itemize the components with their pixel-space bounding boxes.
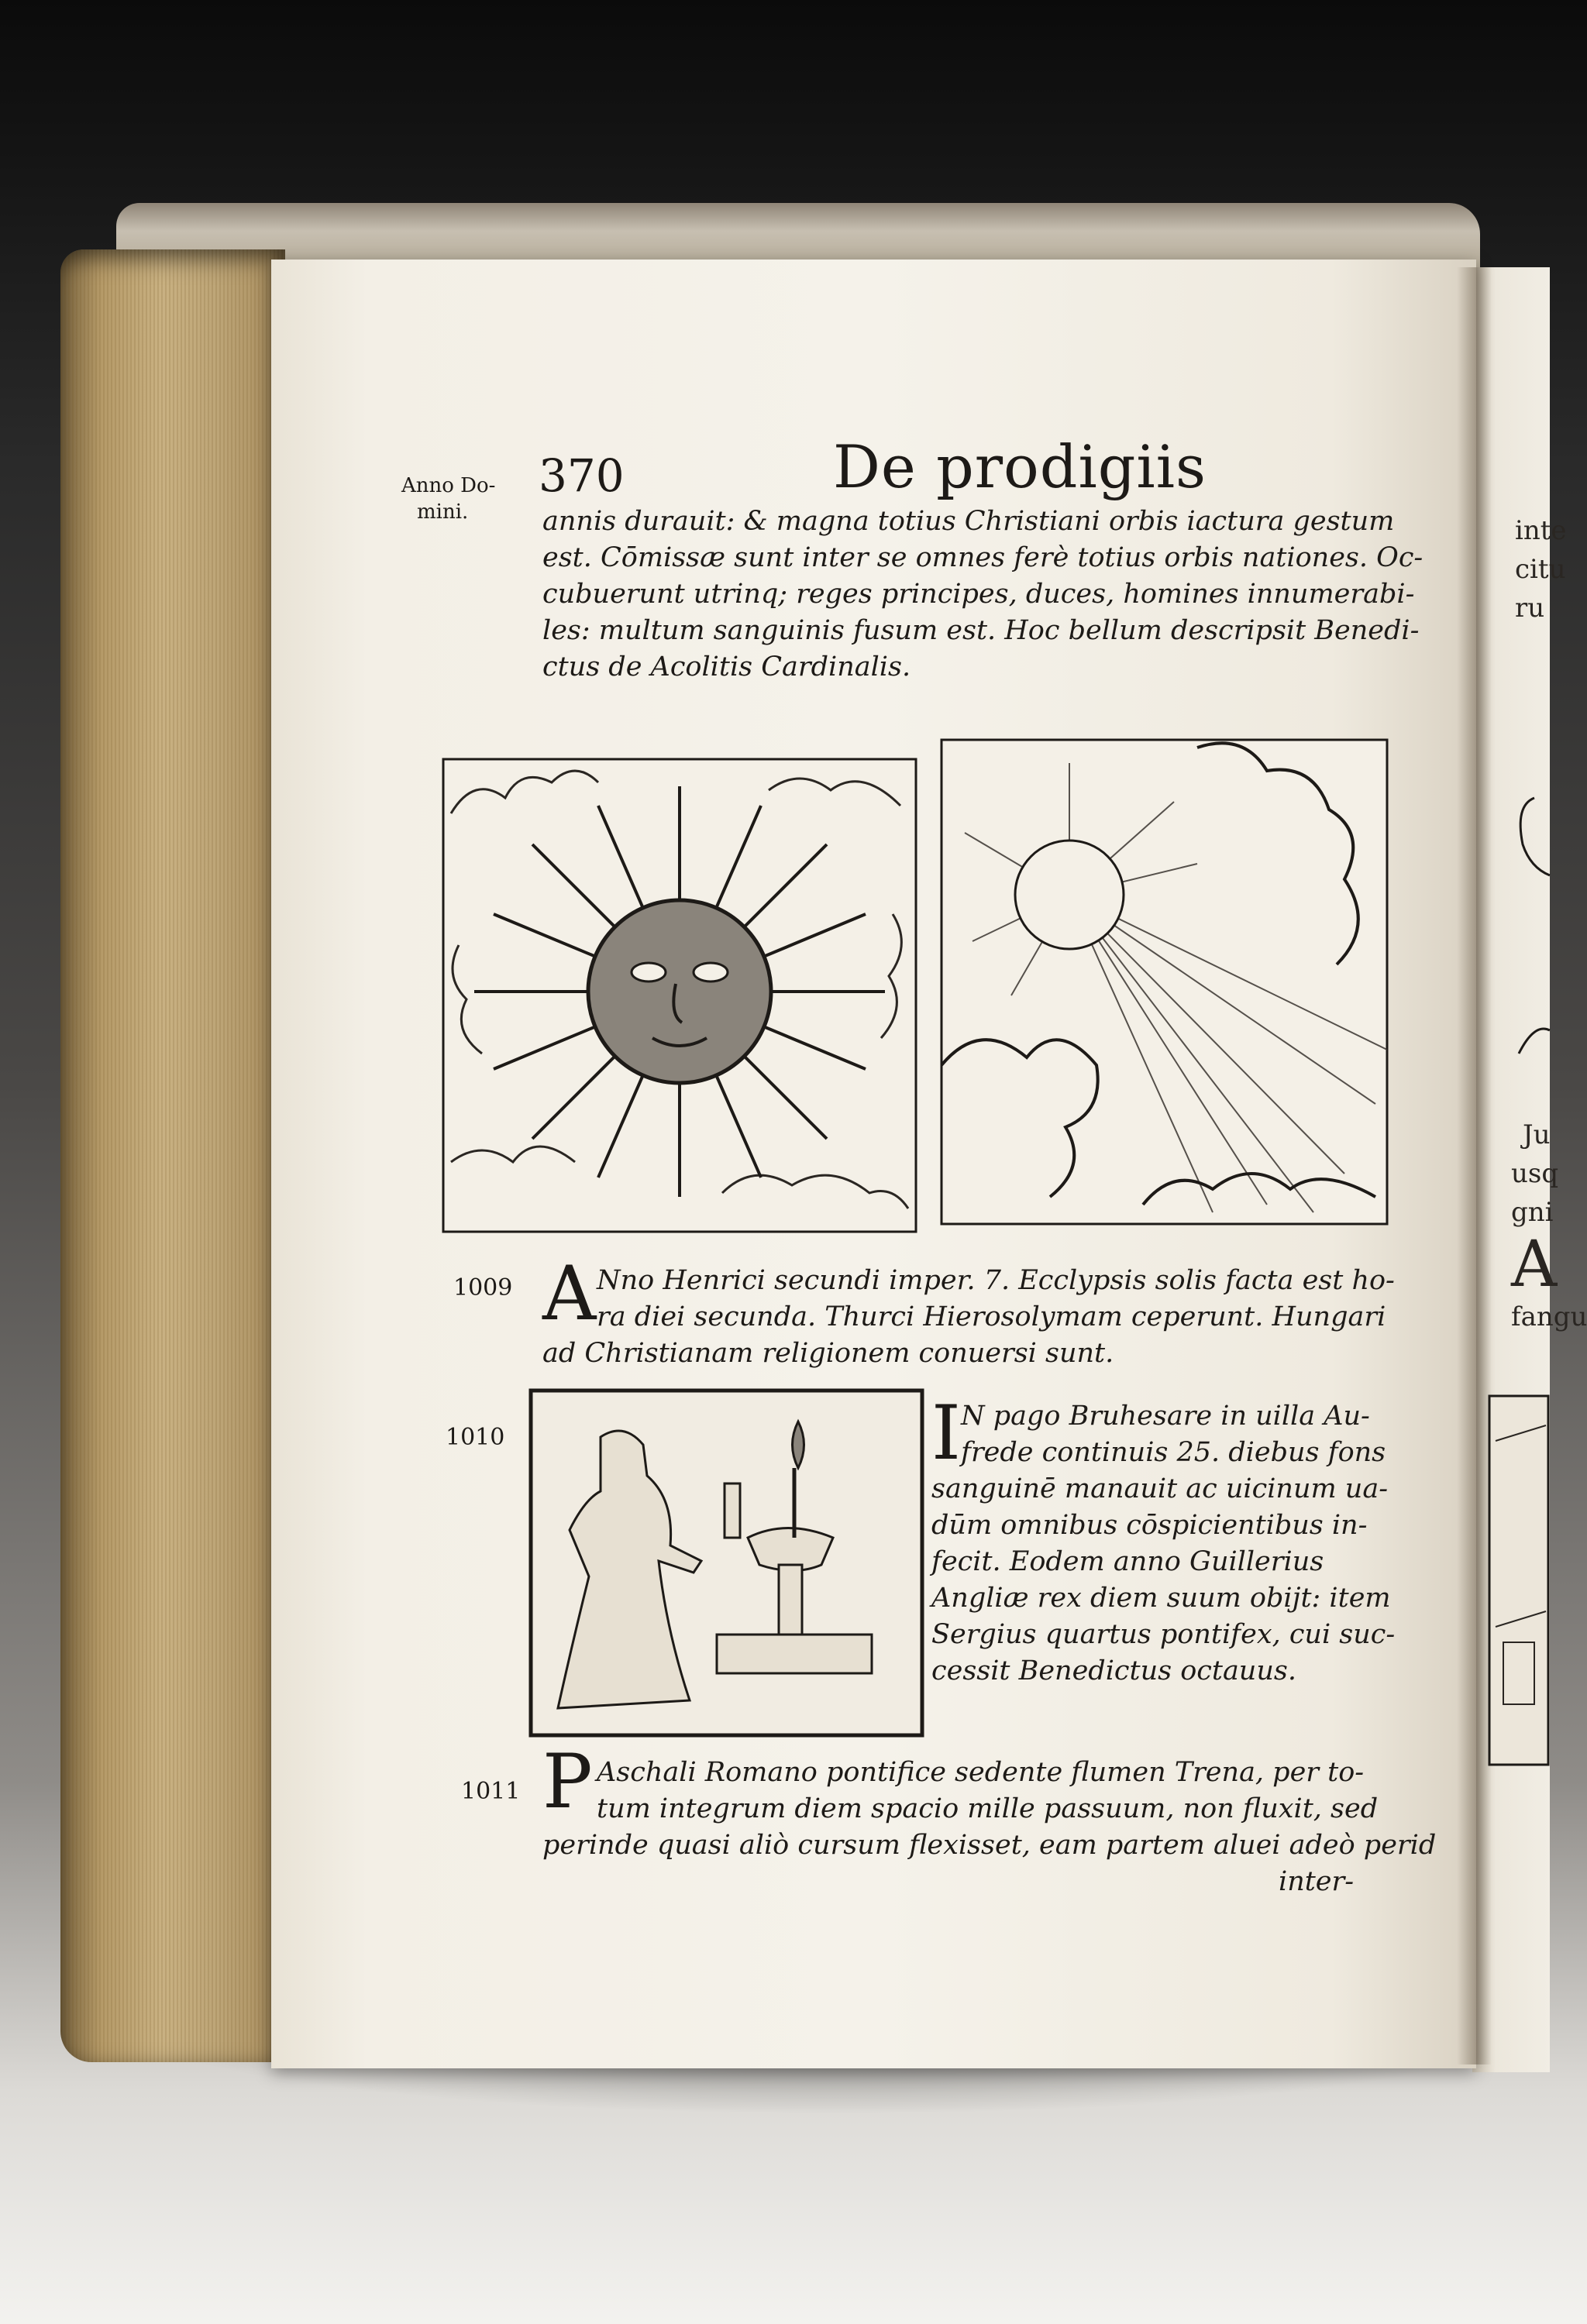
intro-line: cubuerunt utrinq; reges principes, duces, homines innumerabi- <box>542 579 1415 610</box>
entry-line: perinde quasi aliò cursum flexisset, eam partem aluei adeò perid <box>542 1830 1437 1861</box>
entry-line: dūm omnibus cōspicientibus in- <box>931 1510 1368 1541</box>
intro-line: est. Cōmissæ sunt inter se omnes ferè totius orbis nationes. Oc- <box>542 542 1423 573</box>
entry-line: Sergius quartus pontifex, cui suc- <box>931 1619 1396 1650</box>
year-label: 1011 <box>461 1778 521 1805</box>
entry-line: ad Christianam religionem conuersi sunt. <box>542 1338 1114 1369</box>
margin-note-line-2: mini. <box>417 500 469 524</box>
entry-line: sanguinē manauit ac uicinum ua- <box>931 1473 1389 1504</box>
entry-line: cessit Benedictus octauus. <box>931 1655 1296 1686</box>
running-title: De prodigiis <box>833 432 1207 501</box>
right-page-fragment: usq <box>1511 1158 1559 1189</box>
entry-line: Aschali Romano pontifice sedente flumen Trena, per to- <box>597 1757 1365 1788</box>
year-label: 1010 <box>446 1424 505 1451</box>
fountain-woodcut <box>531 1391 922 1735</box>
right-page-fragment: citu <box>1515 554 1566 585</box>
intro-line: annis durauit: & magna totius Christiani orbis iactura gestum <box>542 506 1395 537</box>
catchword: inter- <box>1279 1866 1355 1897</box>
right-page-fragment: A <box>1511 1228 1558 1301</box>
right-page-fragment: ru <box>1515 593 1545 624</box>
right-page-fragment: gni <box>1511 1197 1554 1228</box>
book-gutter <box>1457 267 1492 2064</box>
entry-line: N pago Bruhesare in uilla Au- <box>961 1401 1370 1432</box>
entry-line: ra diei secunda. Thurci Hierosolymam ceperunt. Hungari <box>597 1301 1386 1332</box>
entry-line: tum integrum diem spacio mille passuum, non fluxit, sed <box>597 1793 1379 1824</box>
right-page-fragment: inte <box>1515 515 1567 546</box>
intro-line: ctus de Acolitis Cardinalis. <box>542 651 911 682</box>
entry-line: frede continuis 25. diebus fons <box>961 1437 1386 1468</box>
page-number: 370 <box>539 449 625 502</box>
book-fore-edge <box>60 249 285 2062</box>
year-label: 1009 <box>453 1274 513 1301</box>
right-page-woodcut-fragment <box>1488 744 1550 1085</box>
intro-line: les: multum sanguinis fusum est. Hoc bellum descripsit Benedi- <box>542 615 1420 646</box>
drop-cap: P <box>542 1738 593 1825</box>
right-page-woodcut-fragment-2 <box>1488 1394 1550 1766</box>
sun-face-woodcut <box>443 759 916 1232</box>
drop-cap: I <box>931 1390 961 1477</box>
right-page-fragment: fangu <box>1511 1301 1587 1332</box>
entry-line: fecit. Eodem anno Guillerius <box>931 1546 1324 1577</box>
sun-rays-woodcut <box>942 740 1387 1224</box>
right-page-fragment: Ju <box>1523 1119 1551 1150</box>
margin-note-line-1: Anno Do- <box>401 474 496 497</box>
entry-line: Angliæ rex diem suum obijt: item <box>931 1583 1391 1614</box>
drop-cap: A <box>542 1250 597 1337</box>
entry-line: Nno Henrici secundi imper. 7. Ecclypsis solis facta est ho- <box>597 1265 1395 1296</box>
